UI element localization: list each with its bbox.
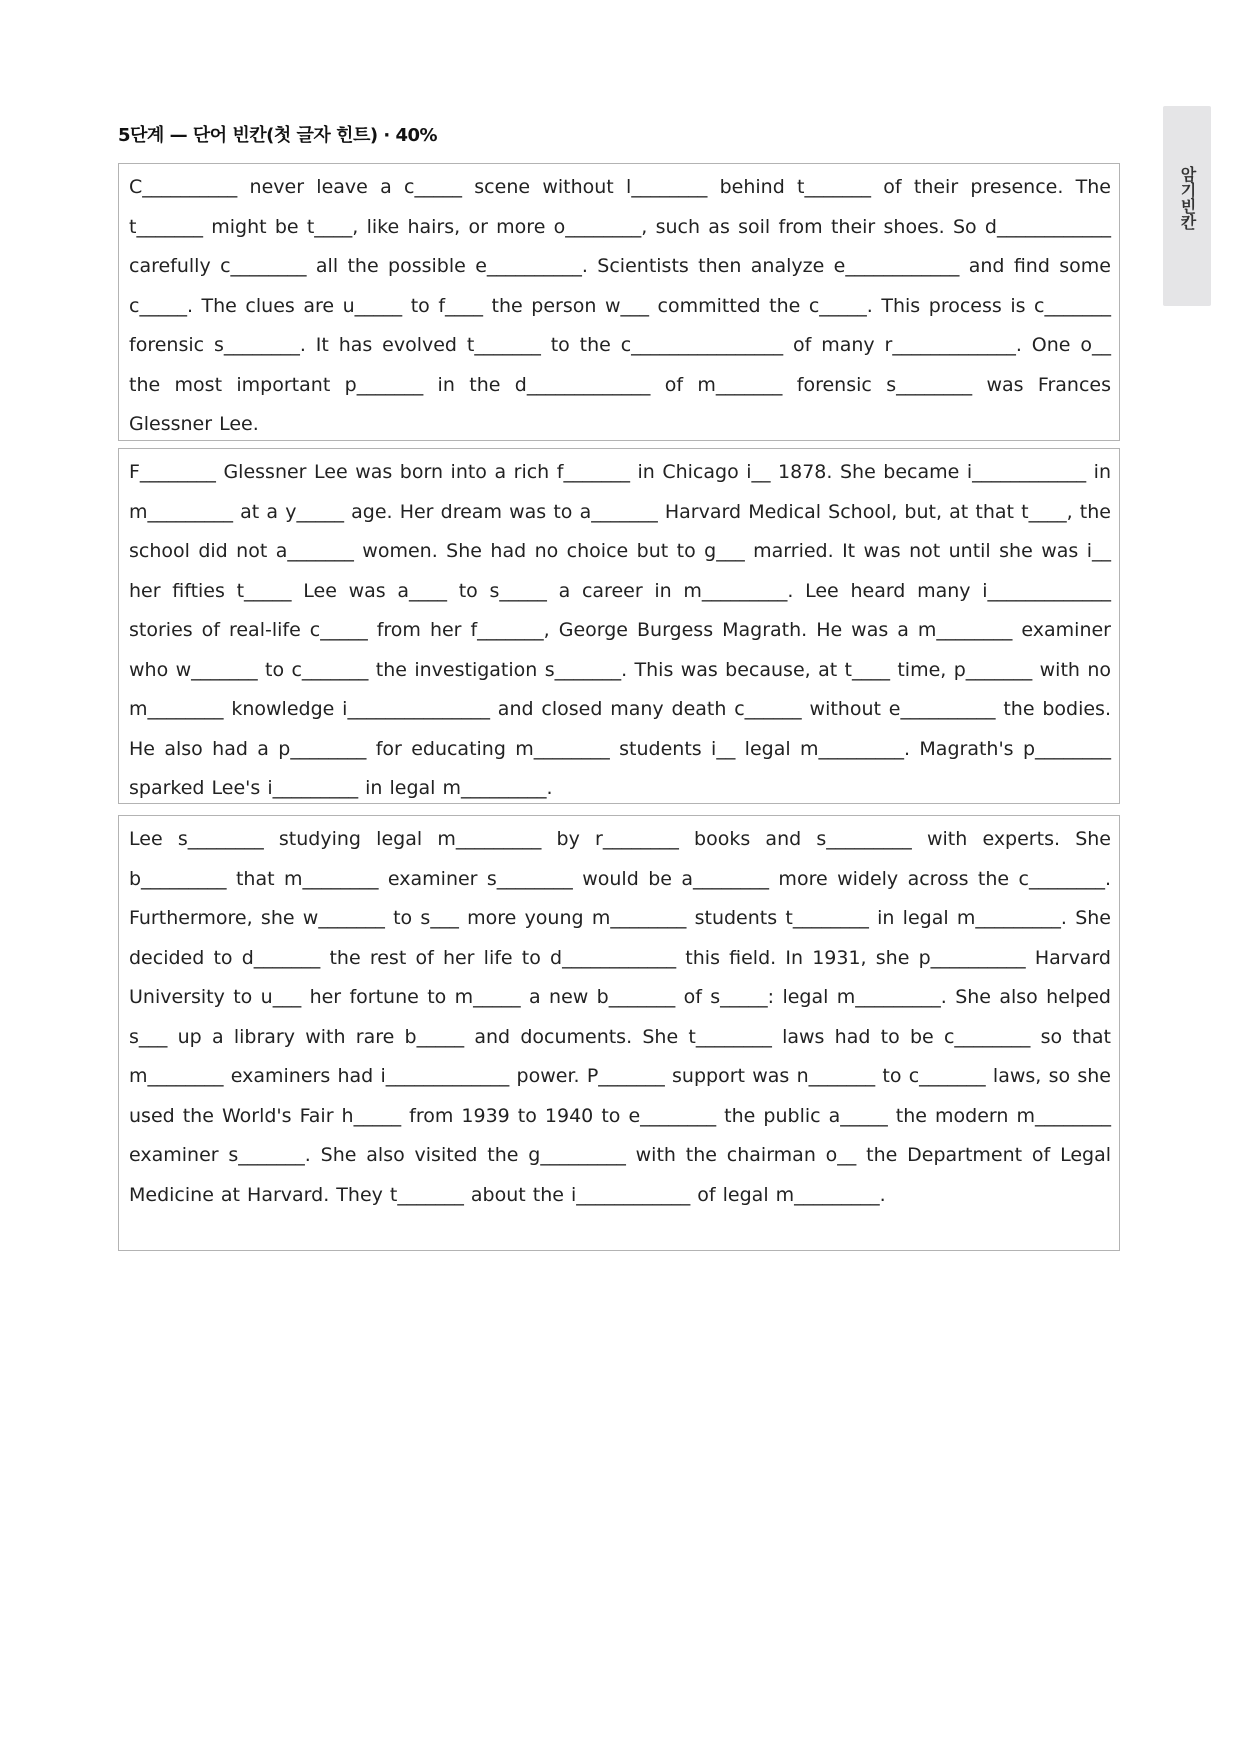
passage-text: F________ Glessner Lee was born into a rich f_______ in Chicago i__ 1878. She became i____________ in m_________ at a y_____ age. Her dream was to a_______ Harvard Medical School, but, at that t____, the school did not a_______ women. She had no choice but to g___ married. It was not until she was i__ her fifties t_____ Lee was a____ to s_____ a career in m_________. Lee heard many i_____________ stories of real-life c_____ from her f_______, George Burgess Magrath. He was a m________ examiner who w_______ to c_______ the investigation s_______. This was because, at t____ time, p_______ with no m________ knowledge i_______________ and closed many death c______ without e__________ the bodies. He also had a p________ for educating m________ students i__ legal m_________. Magrath's p________ sparked Lee's i_________ in legal m_________. <box>129 461 1111 799</box>
passage-box-2 <box>118 448 1120 804</box>
passage-box-3 <box>118 815 1120 1251</box>
passage-box-1 <box>118 163 1120 441</box>
passage-text: C__________ never leave a c_____ scene without l________ behind t_______ of their presence. The t_______ might be t____, like hairs, or more o________, such as soil from their shoes. So d____________ carefully c________ all the possible e__________. Scientists then analyze e____________ and find some c_____. The clues are u_____ to f____ the person w___ committed the c_____. This process is c_______ forensic s________. It has evolved t_______ to the c________________ of many r_____________. One o__ the most important p_______ in the d_____________ of m_______ forensic s________ was Frances Glessner Lee. <box>129 176 1111 435</box>
side-tab[interactable] <box>1163 106 1211 306</box>
page-title: 5단계 — 단어 빈칸(첫 글자 힌트) · 40% <box>118 125 438 146</box>
passage-text: Lee s________ studying legal m_________ by r________ books and s_________ with experts. She b_________ that m________ examiner s________ would be a________ more widely across the c________. Furthermore, she w_______ to s___ more young m________ students t________ in legal m_________. She decided to d_______ the rest of her life to d____________ this field. In 1931, she p__________ Harvard University to u___ her fortune to m_____ a new b_______ of s_____: legal m_________. She also helped s___ up a library with rare b_____ and documents. She t________ laws had to be c________ so that m________ examiners had i_____________ power. P_______ support was n_______ to c_______ laws, so she used the World's Fair h_____ from 1939 to 1940 to e________ the public a_____ the modern m________ examiner s_______. She also visited the g_________ with the chairman o__ the Department of Legal Medicine at Harvard. They t_______ about the i____________ of legal m_________. <box>129 828 1111 1206</box>
side-tab-label: 암기빈칸 <box>1178 166 1197 230</box>
